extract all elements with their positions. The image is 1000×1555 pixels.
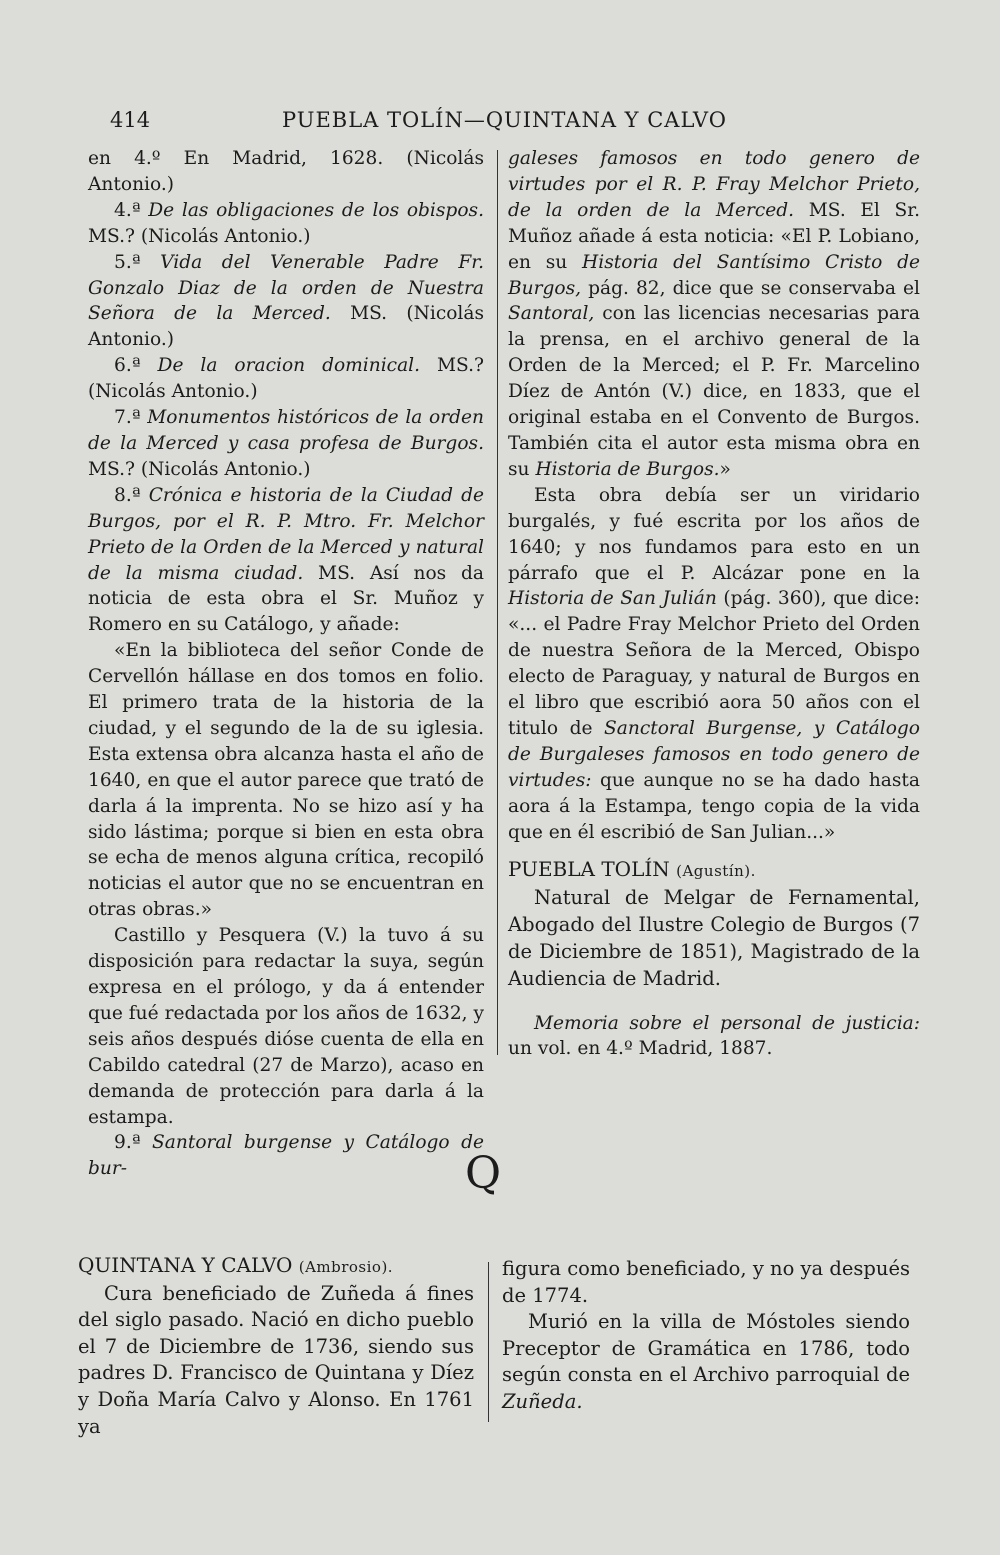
entry-heading-quintana: QUINTANA Y CALVO (Ambrosio). (78, 1253, 394, 1277)
entry-6: 6.ª De la oracion dominical. MS.? (Nicolás Antonio.) (88, 355, 485, 403)
entry-heading-puebla: PUEBLA TOLÍN (Agustín). (508, 857, 756, 882)
page-header (110, 108, 730, 140)
quintana-continuation: figura como beneficiado, y no ya después de 1774. (502, 1257, 910, 1307)
bottom-left-column (78, 1252, 474, 1440)
puebla-bio: Natural de Melgar de Fernamental, Abogado del Ilustre Colegio de Burgos (7 de Diciembre de 1851), Magistrado de la Audiencia de Madrid. (508, 886, 920, 990)
running-title: PUEBLA TOLÍN—QUINTANA Y CALVO (282, 108, 727, 132)
viridario-paragraph: Esta obra debía ser un viridario burgalés, y fué escrita por los años de 1640; y nos fundamos para esto en un párrafo que el P. Alcázar pone en la Historia de San Julián (pág. 360), que dice: «... el Padre Fray Melchor Prieto del Orden de nuestra Señora de la Merced, Obispo electo de Paraguay, y natural de Burgos en el libro que escribió aora 50 años con el titulo de Sanctoral Burgense, y Catálogo de Burgaleses famosos en todo genero de virtudes: que aunque no se ha dado hasta aora á la Estampa, tengo copia de la vida que en él escribió de San Julian...» (508, 484, 921, 843)
castillo-paragraph: Castillo y Pesquera (V.) la tuvo á su disposición para redactar la suya, según expresa en el prólogo, y da á entender que fué redactada por los años de 1632, y seis años después dióse cuenta de ella en Cabildo catedral (27 de Marzo), acaso en demanda de protección para darla á la estampa. (88, 925, 484, 1128)
entry-5: 5.ª Vida del Venerable Padre Fr. Gonzalo Diaz de la orden de Nuestra Señora de la Merced. MS. (Nicolás Antonio.) (88, 251, 485, 351)
entry-7: 7.ª Monumentos históricos de la orden de la Merced y casa profesa de Burgos. MS.? (Nicolás Antonio.) (88, 407, 484, 480)
right-column (508, 146, 920, 1062)
bottom-right-column (502, 1256, 910, 1416)
page-number: 414 (110, 108, 151, 132)
quintana-bio: Cura beneficiado de Zuñeda á fines del siglo pasado. Nació en dicho pueblo el 7 de Diciembre de 1736, siendo sus padres D. Francisco de Quintana y Díez y Doña María Calvo y Alonso. En 1761 ya (78, 1281, 474, 1438)
quintana-death: Murió en la villa de Móstoles siendo Preceptor de Gramática en 1786, todo según consta en el Archivo parroquial de Zuñeda. (502, 1310, 910, 1413)
entry-9-continuation: galeses famosos en todo genero de virtudes por el R. P. Fray Melchor Prieto, de la orden de la Merced. MS. El Sr. Muñoz añade á esta noticia: «El P. Lobiano, en su Historia del Santísimo Cristo de Burgos, pág. 82, dice que se conservaba el Santoral, con las licencias necesarias para la prensa, en el archivo general de la Orden de la Merced; el P. Fr. Marcelino Díez de Antón (V.) dice, en 1833, que el original estaba en el Convento de Burgos. También cita el autor esta misma obra en su Historia de Burgos.» (508, 148, 920, 480)
bottom-column-divider (488, 1262, 489, 1422)
section-letter: Q (465, 1148, 502, 1199)
entry-8: 8.ª Crónica e historia de la Ciudad de Burgos, por el R. P. Mtro. Fr. Melchor Prieto de la Orden de la Merced y natural de la misma ciudad. MS. Así nos da noticia de esta obra el Sr. Muñoz y Romero en su Catálogo, y añade: (88, 484, 484, 636)
left-line-0: en 4.º En Madrid, 1628. (Nicolás Antonio.) (88, 148, 484, 195)
column-divider (497, 150, 498, 1055)
puebla-work: Memoria sobre el personal de justicia: un vol. en 4.º Madrid, 1887. (508, 1012, 920, 1060)
entry-4: 4.ª De las obligaciones de los obispos. MS.? (Nicolás Antonio.) (88, 199, 484, 247)
left-column (88, 146, 484, 1182)
entry-9: 9.ª Santoral burgense y Catálogo de bur- (88, 1132, 484, 1180)
quote-paragraph: «En la biblioteca del señor Conde de Cervellón hállase en dos tomos en folio. El primero trata de la historia de la ciudad, y el segundo de la de su iglesia. Esta extensa obra alcanza hasta el año de 1640, en que el autor parece que trató de darla á la imprenta. No se hizo así y ha sido lástima; porque si bien en esta obra se echa de menos alguna crítica, recopiló noticias el autor que no se encuentran en otras obras.» (88, 640, 484, 921)
